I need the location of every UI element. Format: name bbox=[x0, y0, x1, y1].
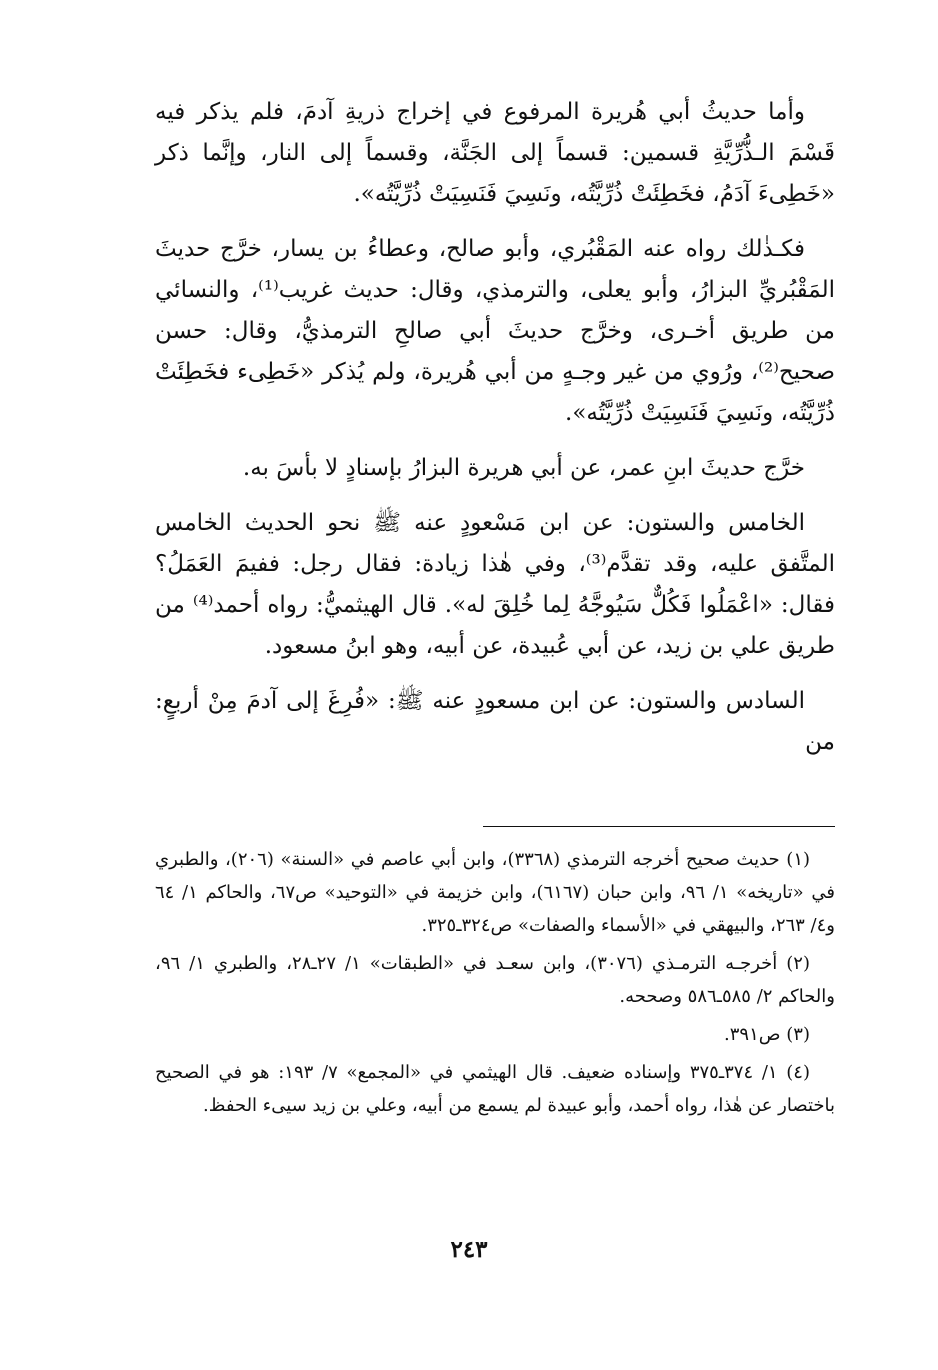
footnote-2: (٢) أخرجـه الترمـذي (٣٠٧٦)، وابن سعـد في «الطبقات» ١/ ٢٧ـ٢٨، والطبري ١/ ٩٦، والحاكم ٢/ ٥٨٥ـ٥٨٦ وصححه. bbox=[155, 953, 835, 1007]
paragraph-abu-hurayra-hadith: وأما حديثُ أبي هُريرة المرفوع في إخراج ذريةِ آدمَ، فلم يذكر فيه قَسْمَ الـذُّرِّيَّةِ قسمين: قسماً إلى الجَنَّة، وقسماً إلى النار، وإنَّما ذكر «خَطِىءَ آدَمُ، فخَطِئَتْ ذُرِّيَّتُه، ونَسِيَ فَنَسِيَتْ ذُرِّيَّتُه». bbox=[155, 99, 836, 207]
main-text bbox=[155, 92, 835, 777]
footnote-1: (١) حديث صحيح أخرجه الترمذي (٣٣٦٨)، وابن أبي عاصم في «السنة» (٢٠٦)، والطبري في «تاريخه» ١/ ٩٦، وابن حبان (٦١٦٧)، وابن خزيمة في «التوحيد» ص٦٧، والحاكم ١/ ٦٤ و٤/ ٢٦٣، والبيهقي في «الأسماء والصفات» ص٣٢٤ـ٣٢٥. bbox=[155, 849, 835, 936]
paragraph-sixty-fifth: الخامس والستون: عن ابن مَسْعودٍ عنه ﷺ نحو الحديث الخامس المتَّفق عليه، وقد تقدَّم⁽³⁾، وفي هٰذا زيادة: فقال رجل: ففيمَ العَمَلُ؟ فقال: «اعْمَلُوا فَكُلٌّ سَيُوجَّهُ لِما خُلِقَ له». قال الهيثميُّ: رواه أحمد⁽⁴⁾ من طريق علي بن زيد، عن أبي عُبيدة، عن أبيه، وهو ابنُ مسعود. bbox=[155, 510, 836, 659]
footnote-3: (٣) ص٣٩١. bbox=[724, 1024, 810, 1045]
footnote-4: (٤) ١/ ٣٧٤ـ٣٧٥ وإسناده ضعيف. قال الهيثمي في «المجمع» ٧/ ١٩٣: هو في الصحيح باختصار عن هٰذا، رواه أحمد، وأبو عبيدة لم يسمع من أبيه، وعلي بن زيد سيىء الحفظ. bbox=[155, 1062, 835, 1116]
paragraph-ibn-umar: خرَّج حديثَ ابنِ عمر، عن أبي هريرة البزارُ بإسنادٍ لا بأسَ به. bbox=[242, 455, 805, 481]
footnote-divider bbox=[483, 826, 835, 827]
page-number: ٢٤٣ bbox=[450, 1236, 488, 1263]
footnotes bbox=[155, 843, 835, 1127]
paragraph-narrators: فكـذٰلك رواه عنه المَقْبُري، وأبو صالح، وعطاءُ بن يسار، خرَّج حديثَ المَقْبُريِّ البزارُ، وأبو يعلى، والترمذي، وقال: حديث غريب⁽¹⁾، والنسائي من طريق أخـرى، وخرَّج حديثَ أبي صالحِ الترمذيُّ، وقال: حسن صحيح⁽²⁾، ورُوي من غير وجـهٍ من أبي هُريرة، ولم يُذكر «خَطِىء فخَطِئَتْ ذُرِّيَّتُه، ونَسِيَ فَنَسِيَتْ ذُرِّيَّتُه». bbox=[155, 236, 835, 426]
paragraph-sixty-sixth: السادس والستون: عن ابن مسعودٍ عنه ﷺ: «فُرِغَ إلى آدمَ مِنْ أربعٍ: من bbox=[155, 688, 835, 755]
